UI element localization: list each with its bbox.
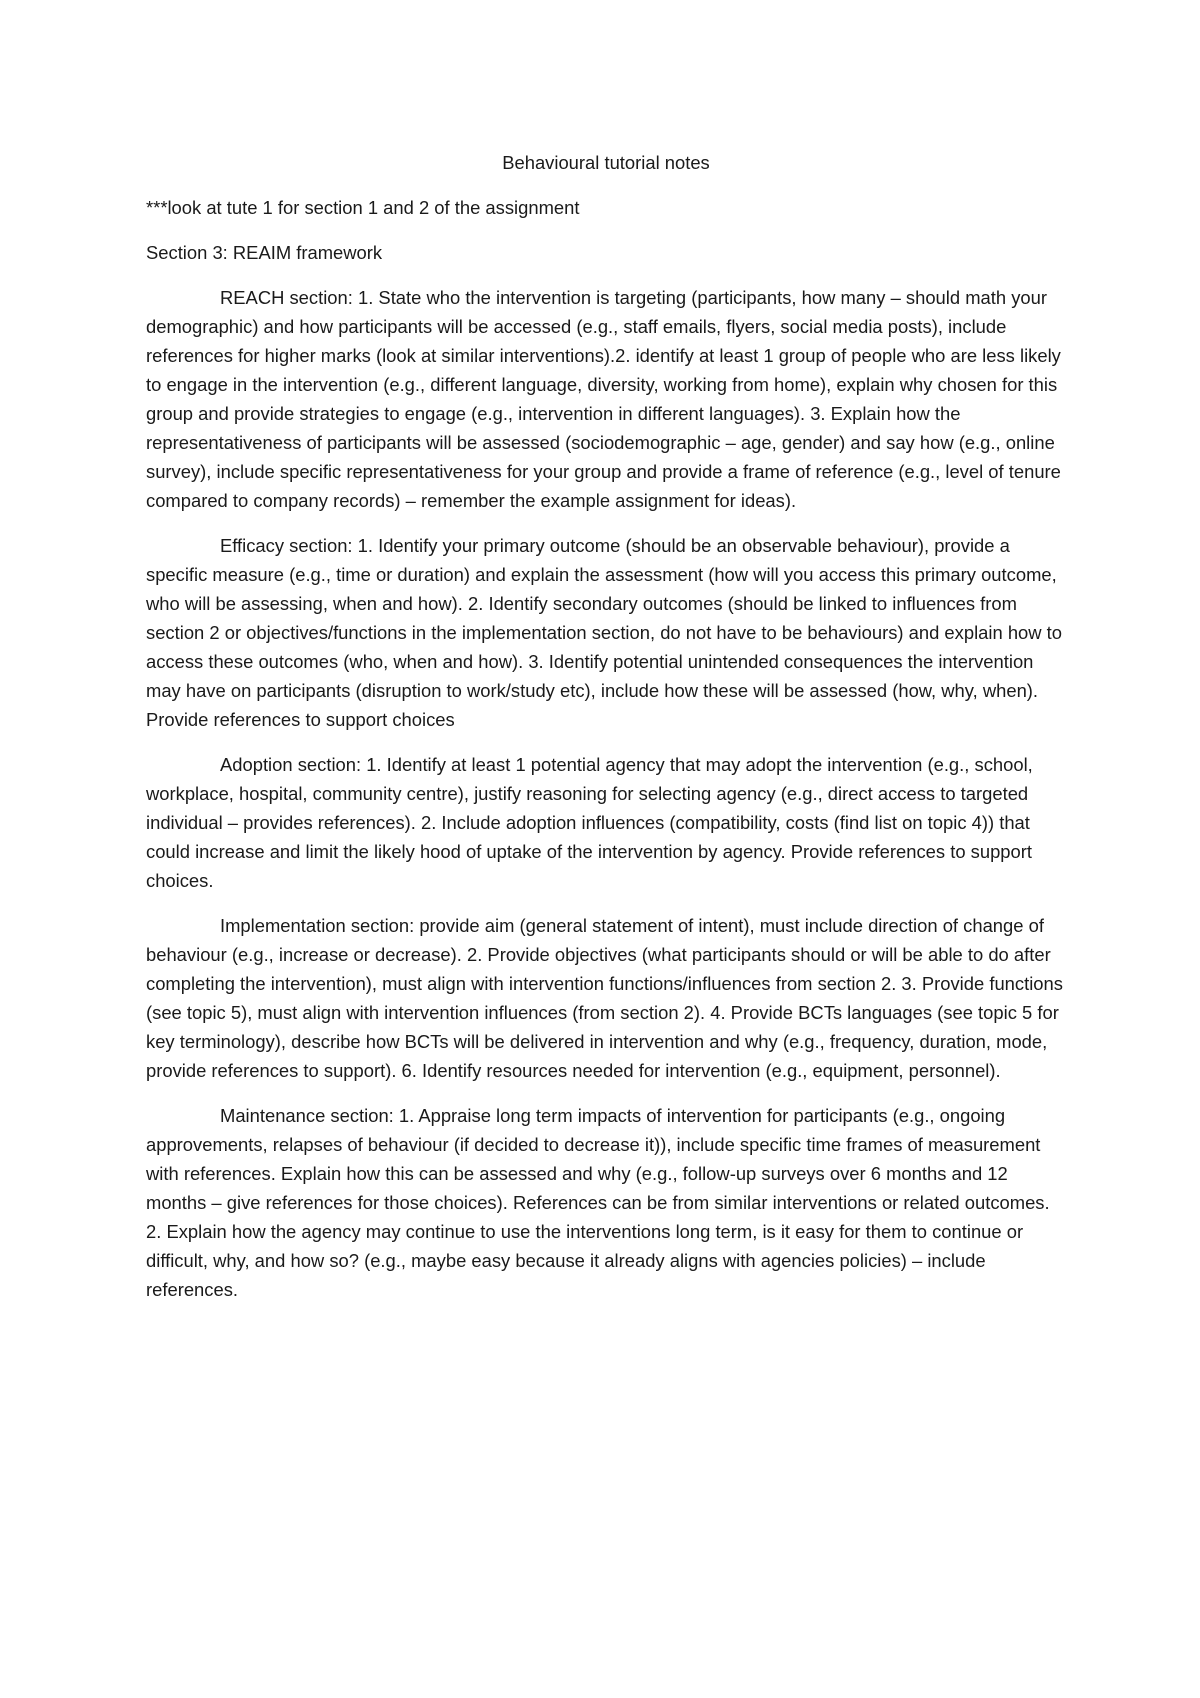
adoption-paragraph: Adoption section: 1. Identify at least 1 potential agency that may adopt the intervention (e.g., school, workplace, hospital, community centre), justify reasoning for selecting agency (e.g., direct access to targeted individual – provides references). 2. Include adoption influences (compatibility, costs (find list on topic 4)) that could increase and limit the likely hood of uptake of the intervention by agency. Provide references to support choices. xyxy=(146,754,1033,891)
maintenance-paragraph: Maintenance section: 1. Appraise long term impacts of intervention for participants (e.g., ongoing approvements, relapses of behaviour (if decided to decrease it)), include specific time frames of measurement with references. Explain how this can be assessed and why (e.g., follow-up surveys over 6 months and 12 months – give references for those choices). References can be from similar interventions or related outcomes. 2. Explain how the agency may continue to use the interventions long term, is it easy for them to continue or difficult, why, and how so? (e.g., maybe easy because it already aligns with agencies policies) – include references. xyxy=(146,1105,1050,1300)
assignment-note: ***look at tute 1 for section 1 and 2 of the assignment xyxy=(146,197,580,218)
efficacy-paragraph: Efficacy section: 1. Identify your primary outcome (should be an observable behaviour), provide a specific measure (e.g., time or duration) and explain the assessment (how will you access this primary outcome, who will be assessing, when and how). 2. Identify secondary outcomes (should be linked to influences from section 2 or objectives/functions in the implementation section, do not have to be behaviours) and explain how to access these outcomes (who, when and how). 3. Identify potential unintended consequences the intervention may have on participants (disruption to work/study etc), include how these will be assessed (how, why, when). Provide references to support choices xyxy=(146,535,1063,730)
section-heading: Section 3: REAIM framework xyxy=(146,242,383,263)
reach-paragraph: REACH section: 1. State who the intervention is targeting (participants, how many – should math your demographic) and how participants will be accessed (e.g., staff emails, flyers, social media posts), include references for higher marks (look at similar interventions).2. identify at least 1 group of people who are less likely to engage in the intervention (e.g., different language, diversity, working from home), explain why chosen for this group and provide strategies to engage (e.g., intervention in different languages). 3. Explain how the representativeness of participants will be assessed (sociodemographic – age, gender) and say how (e.g., online survey), include specific representativeness for your group and provide a frame of reference (e.g., level of tenure compared to company records) – remember the example assignment for ideas). xyxy=(146,287,1061,511)
implementation-paragraph: Implementation section: provide aim (general statement of intent), must include direction of change of behaviour (e.g., increase or decrease). 2. Provide objectives (what participants should or will be able to do after completing the intervention), must align with intervention functions/influences from section 2. 3. Provide functions (see topic 5), must align with intervention influences (from section 2). 4. Provide BCTs languages (see topic 5 for key terminology), describe how BCTs will be delivered in intervention and why (e.g., frequency, duration, mode, provide references to support). 6. Identify resources needed for intervention (e.g., equipment, personnel). xyxy=(146,915,1063,1081)
document-title: Behavioural tutorial notes xyxy=(502,152,710,173)
document-body xyxy=(146,148,1066,1320)
